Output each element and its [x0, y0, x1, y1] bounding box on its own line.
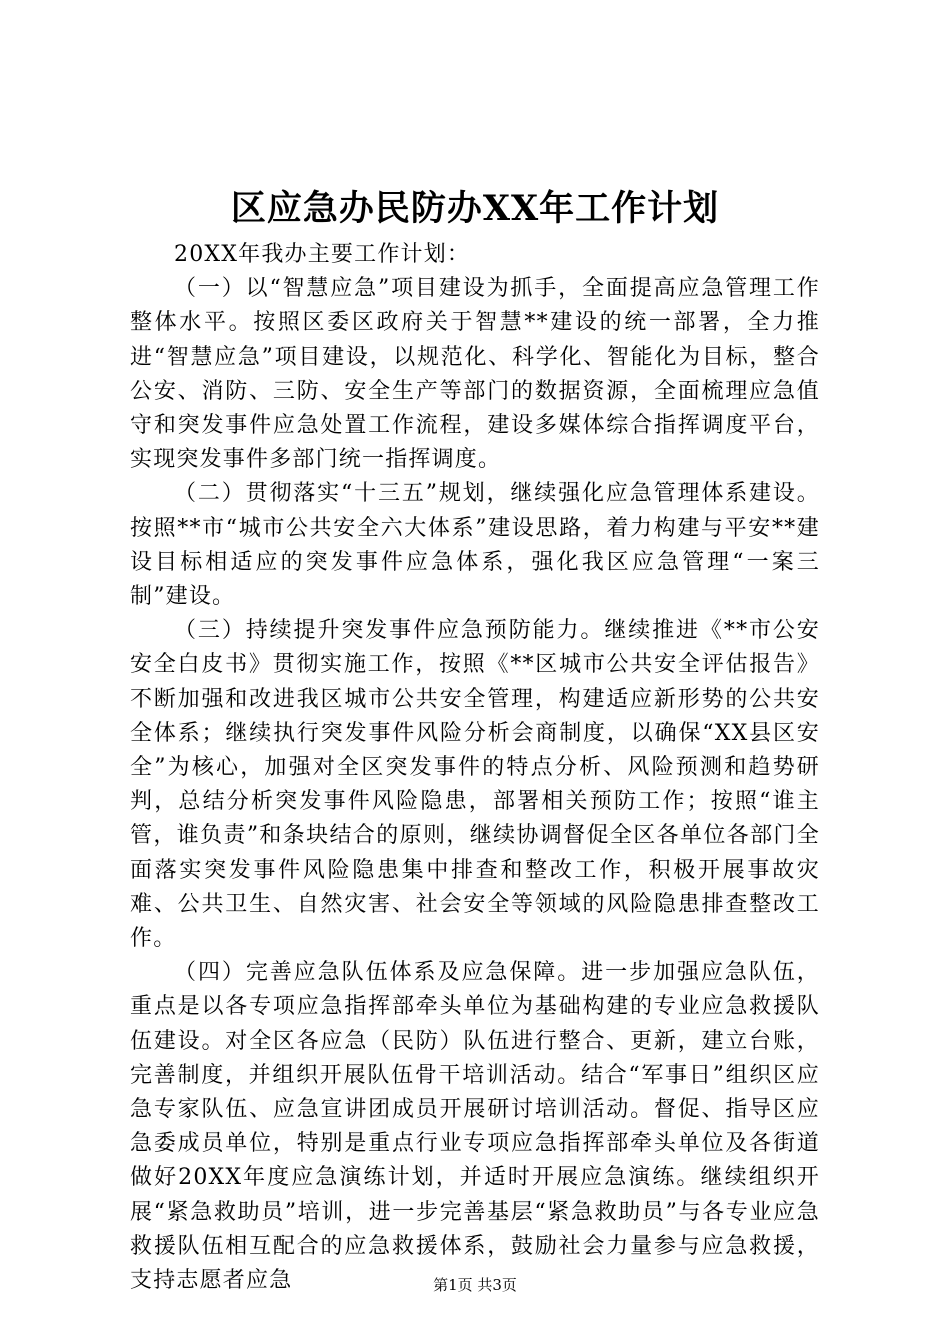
document-body: [130, 238, 820, 1298]
document-title: 区应急办民防办XX年工作计划: [230, 188, 720, 229]
paragraph-item-1: （一）以“智慧应急”项目建设为抓手，全面提高应急管理工作整体水平。按照区委区政府关于智慧**建设的统一部署，全力推进“智慧应急”项目建设，以规范化、科学化、智能化为目标，整合公安、消防、三防、安全生产等部门的数据资源，全面梳理应急值守和突发事件应急处置工作流程，建设多媒体综合指挥调度平台，实现突发事件多部门统一指挥调度。: [130, 276, 820, 473]
paragraph-item-2: （二）贯彻落实“十三五”规划，继续强化应急管理体系建设。按照**市“城市公共安全六大体系”建设思路，着力构建与平安**建设目标相适应的突发事件应急体系，强化我区应急管理“一案三制”建设。: [130, 481, 820, 610]
paragraph-intro: 20XX年我办主要工作计划：: [174, 242, 471, 267]
paragraph-item-4: （四）完善应急队伍体系及应急保障。进一步加强应急队伍，重点是以各专项应急指挥部牵头单位为基础构建的专业应急救援队伍建设。对全区各应急（民防）队伍进行整合、更新，建立台账，完善制度，并组织开展队伍骨干培训活动。结合“军事日”组织区应急专家队伍、应急宣讲团成员开展研讨培训活动。督促、指导区应急委成员单位，特别是重点行业专项应急指挥部牵头单位及各街道做好20XX年度应急演练计划，并适时开展应急演练。继续组织开展“紧急救助员”培训，进一步完善基层“紧急救助员”与各专业应急救援队伍相互配合的应急救援体系，鼓励社会力量参与应急救援，支持志愿者应急: [130, 960, 820, 1294]
paragraph-item-3: （三）持续提升突发事件应急预防能力。继续推进《**市公安安全白皮书》贯彻实施工作，按照《**区城市公共安全评估报告》不断加强和改进我区城市公共安全管理，构建适应新形势的公共安全体系；继续执行突发事件风险分析会商制度，以确保“XX县区安全”为核心，加强对全区突发事件的特点分析、风险预测和趋势研判，总结分析突发事件风险隐患，部署相关预防工作；按照“谁主管，谁负责”和条块结合的原则，继续协调督促全区各单位各部门全面落实突发事件风险隐患集中排查和整改工作，积极开展事故灾难、公共卫生、自然灾害、社会安全等领域的风险隐患排查整改工作。: [130, 618, 820, 952]
page-number: 第1页 共3页: [433, 1276, 517, 1294]
